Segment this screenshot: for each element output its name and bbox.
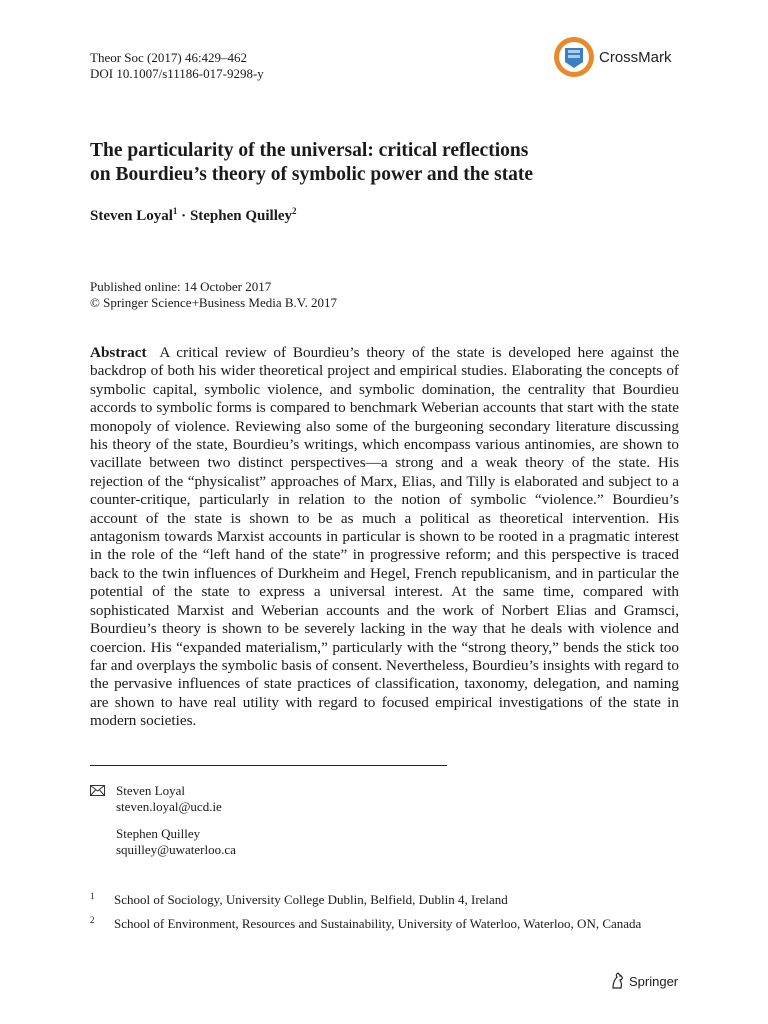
- author-name[interactable]: Steven Loyal: [90, 208, 173, 224]
- author-separator: ·: [177, 208, 190, 224]
- abstract-label: Abstract: [90, 344, 147, 361]
- publication-info: [90, 279, 337, 311]
- springer-horse-icon: [610, 972, 626, 990]
- abstract: [90, 344, 679, 731]
- crossmark-badge[interactable]: [553, 34, 681, 80]
- contact-name: Stephen Quilley: [116, 826, 201, 841]
- contact-email[interactable]: squilley@uwaterloo.ca: [116, 842, 236, 857]
- author-name[interactable]: Stephen Quilley: [189, 208, 293, 224]
- crossmark-icon: [553, 36, 595, 78]
- affiliation-number: 2: [90, 915, 95, 925]
- footnote-divider: [90, 765, 447, 766]
- crossmark-label: CrossMark: [599, 48, 672, 66]
- affiliation-text: School of Environment, Resources and Sustainability, University of Waterloo, Waterloo, ON, Canada: [114, 916, 642, 931]
- author-affil-sup: 2: [292, 206, 297, 216]
- affiliation-text: School of Sociology, University College Dublin, Belfield, Dublin 4, Ireland: [114, 892, 508, 907]
- published-date: Published online: 14 October 2017: [90, 279, 272, 294]
- contact-email[interactable]: steven.loyal@ucd.ie: [116, 799, 222, 814]
- publisher-logo[interactable]: [610, 972, 678, 990]
- author-list: [90, 206, 297, 225]
- journal-line: Theor Soc (2017) 46:429–462: [90, 50, 248, 65]
- publisher-name: Springer: [629, 973, 679, 989]
- journal-citation: [90, 50, 264, 82]
- contact-entry: [116, 826, 236, 858]
- doi-line[interactable]: DOI 10.1007/s11186-017-9298-y: [90, 66, 264, 81]
- contact-entry: [116, 783, 222, 815]
- affiliation-number: 1: [90, 891, 95, 901]
- author-affil-sup: 1: [172, 206, 178, 216]
- copyright-line: © Springer Science+Business Media B.V. 2017: [90, 295, 337, 310]
- title-line-2: on Bourdieu’s theory of symbolic power and the state: [90, 164, 534, 185]
- contact-name: Steven Loyal: [116, 783, 185, 798]
- title-line-1: The particularity of the universal: critical reflections: [90, 140, 529, 161]
- article-title: [90, 139, 690, 187]
- abstract-text: A critical review of Bourdieu’s theory of the state is developed here against the backdrop of both his wider theoretical project and empirical studies. Elaborating the concepts of symbolic capital, symbolic violence, and symbolic domination, the centrality that Bourdieu accords to symbolic forms is compared to benchmark Weberian accounts that start with the state monopoly of violence. Reviewing also some of the burgeoning secondary literature discussing his theory of the state, Bourdieu’s writings, which encompass various antinomies, are shown to vacillate between two distinct perspectives—a strong and a weak theory of the state. His rejection of the “physicalist” approaches of Marx, Elias, and Tilly is elaborated and subject to a counter-critique, particularly in relation to the notion of symbolic “violence.” Bourdieu’s account of the state is shown to be as much a political as theoretical intervention. His antagonism towards Marxist accounts in particular is shown to be rooted in a pragmatic interest in the role of the “left hand of the state” in progressive reform; and this perspective is traced back to the twin influences of Durkheim and Hegel, French republicanism, and in particular the potential of the state to express a universal interest. At the same time, compared with sophisticated Marxist and Weberian accounts and the work of Norbert Elias and Gramsci, Bourdieu’s theory is shown to be severely lacking in the way that he deals with violence and coercion. His “expanded materialism,” particularly with the “strong theory,” bends the stick too far and overplays the symbolic basis of consent. Nevertheless, Bourdieu’s insights with regard to the pervasive influences of state practices of classification, taxonomy, delegation, and naming are shown to have real utility with regard to focused empirical investigations of the state in modern societies.: [90, 344, 679, 730]
- envelope-icon: [90, 785, 105, 796]
